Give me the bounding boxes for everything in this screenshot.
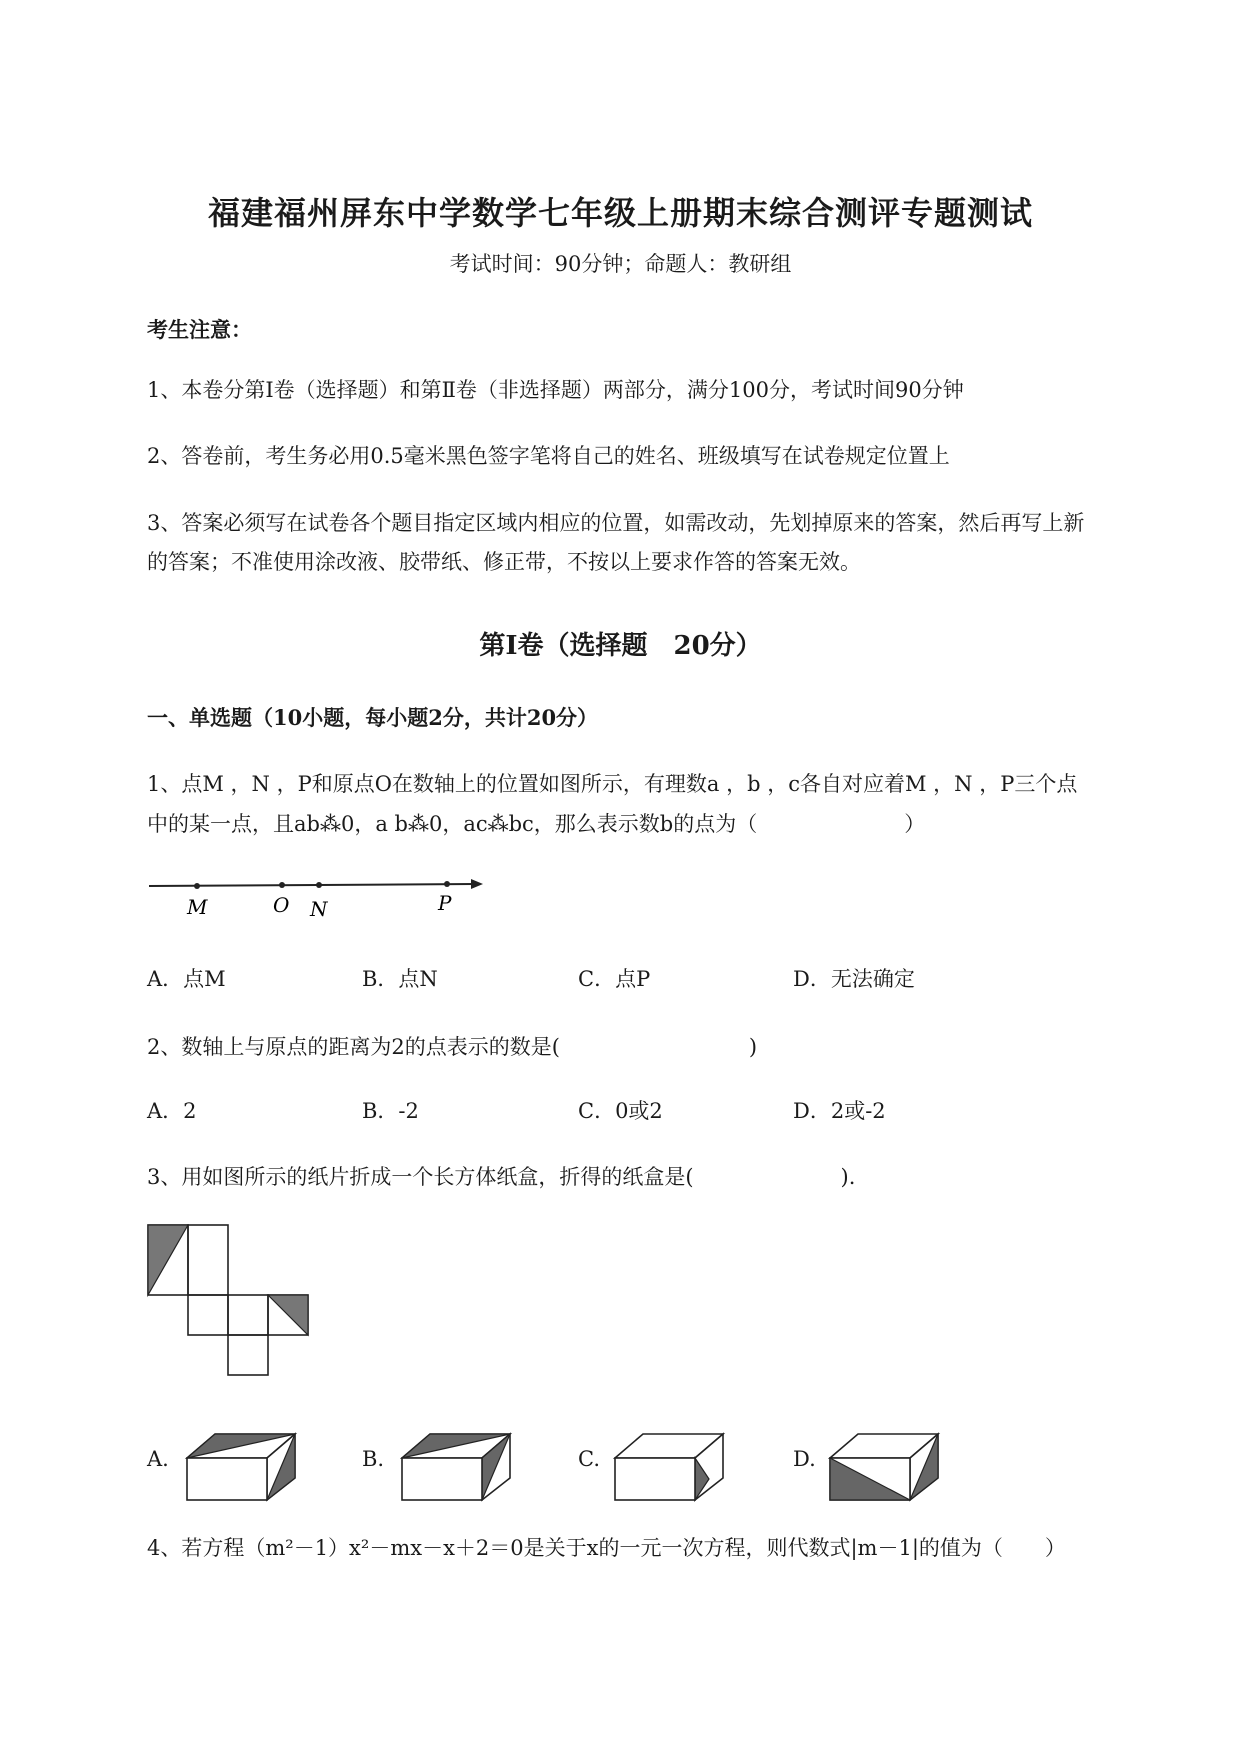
q2-option-a: A．2	[147, 1099, 197, 1123]
part-title: 一、单选题（10小题，每小题2分，共计20分）	[147, 705, 599, 730]
q3-option-a-label: A.	[147, 1447, 169, 1471]
number-line-figure	[145, 868, 495, 928]
question-3: 3、用如图所示的纸片折成一个长方体纸盒，折得的纸盒是( ).	[147, 1165, 856, 1189]
q1-option-c: C．点P	[578, 967, 651, 991]
net-shaded-triangle-1	[148, 1225, 188, 1295]
q3-option-c-label: C.	[578, 1447, 600, 1471]
question-1-line-2: 中的某一点，且ab⁂0，a b⁂0，ac⁂bc，那么表示数b的点为（ ）	[147, 812, 926, 836]
q2-option-d: D．2或-2	[793, 1099, 886, 1123]
net-face-6	[228, 1335, 268, 1375]
point-n-dot	[316, 882, 322, 888]
point-m-label: M	[187, 895, 208, 919]
q3-option-a-box	[185, 1430, 305, 1502]
point-o-label: O	[273, 893, 290, 917]
q1-option-a: A．点M	[147, 967, 226, 991]
point-p-dot	[444, 881, 450, 887]
q3-option-d-label: D.	[793, 1447, 816, 1471]
q2-option-b: B．-2	[362, 1099, 419, 1123]
point-n-label: N	[310, 897, 328, 921]
point-p-label: P	[438, 891, 452, 915]
q1-option-d: D．无法确定	[793, 967, 915, 991]
net-face-4	[228, 1295, 268, 1335]
question-2: 2、数轴上与原点的距离为2的点表示的数是( )	[147, 1035, 758, 1059]
notice-item-3-cont: 的答案；不准使用涂改液、胶带纸、修正带，不按以上要求作答的答案无效。	[147, 550, 861, 574]
point-o-dot	[279, 882, 285, 888]
notice-item-2: 2、答卷前，考生务必用0.5毫米黑色签字笔将自己的姓名、班级填写在试卷规定位置上	[147, 444, 950, 468]
paper-net-figure	[145, 1222, 345, 1382]
net-face-3	[188, 1295, 228, 1335]
exam-info: 考试时间：90分钟；命题人：教研组	[449, 252, 792, 276]
notice-heading: 考生注意：	[147, 317, 252, 342]
notice-item-1: 1、本卷分第I卷（选择题）和第Ⅱ卷（非选择题）两部分，满分100分，考试时间90分钟	[147, 378, 964, 402]
number-line-arrow	[471, 879, 483, 889]
question-4: 4、若方程（m²－1）x²－mx－x＋2＝0是关于x的一元一次方程，则代数式|m－1|的值为（ ）	[147, 1536, 1066, 1560]
question-1-line-1: 1、点M ，N ，P和原点O在数轴上的位置如图所示，有理数a ，b ，c各自对应着M ，N ，P三个点	[147, 772, 1078, 796]
net-face-2	[188, 1225, 228, 1295]
net-shaded-triangle-2	[268, 1295, 308, 1335]
point-m-dot	[194, 883, 200, 889]
notice-item-3: 3、答案必须写在试卷各个题目指定区域内相应的位置，如需改动，先划掉原来的答案，然后再写上新	[147, 511, 1085, 535]
q3-option-b-label: B.	[362, 1447, 385, 1471]
q3-option-c-box	[613, 1430, 733, 1502]
q3-option-b-box	[400, 1430, 520, 1502]
q2-option-c: C．0或2	[578, 1099, 663, 1123]
section-title: 第I卷（选择题 20分）	[479, 631, 762, 661]
page-title: 福建福州屏东中学数学七年级上册期末综合测评专题测试	[207, 194, 1033, 232]
q1-option-b: B．点N	[362, 967, 438, 991]
q3-option-d-box	[828, 1430, 948, 1502]
